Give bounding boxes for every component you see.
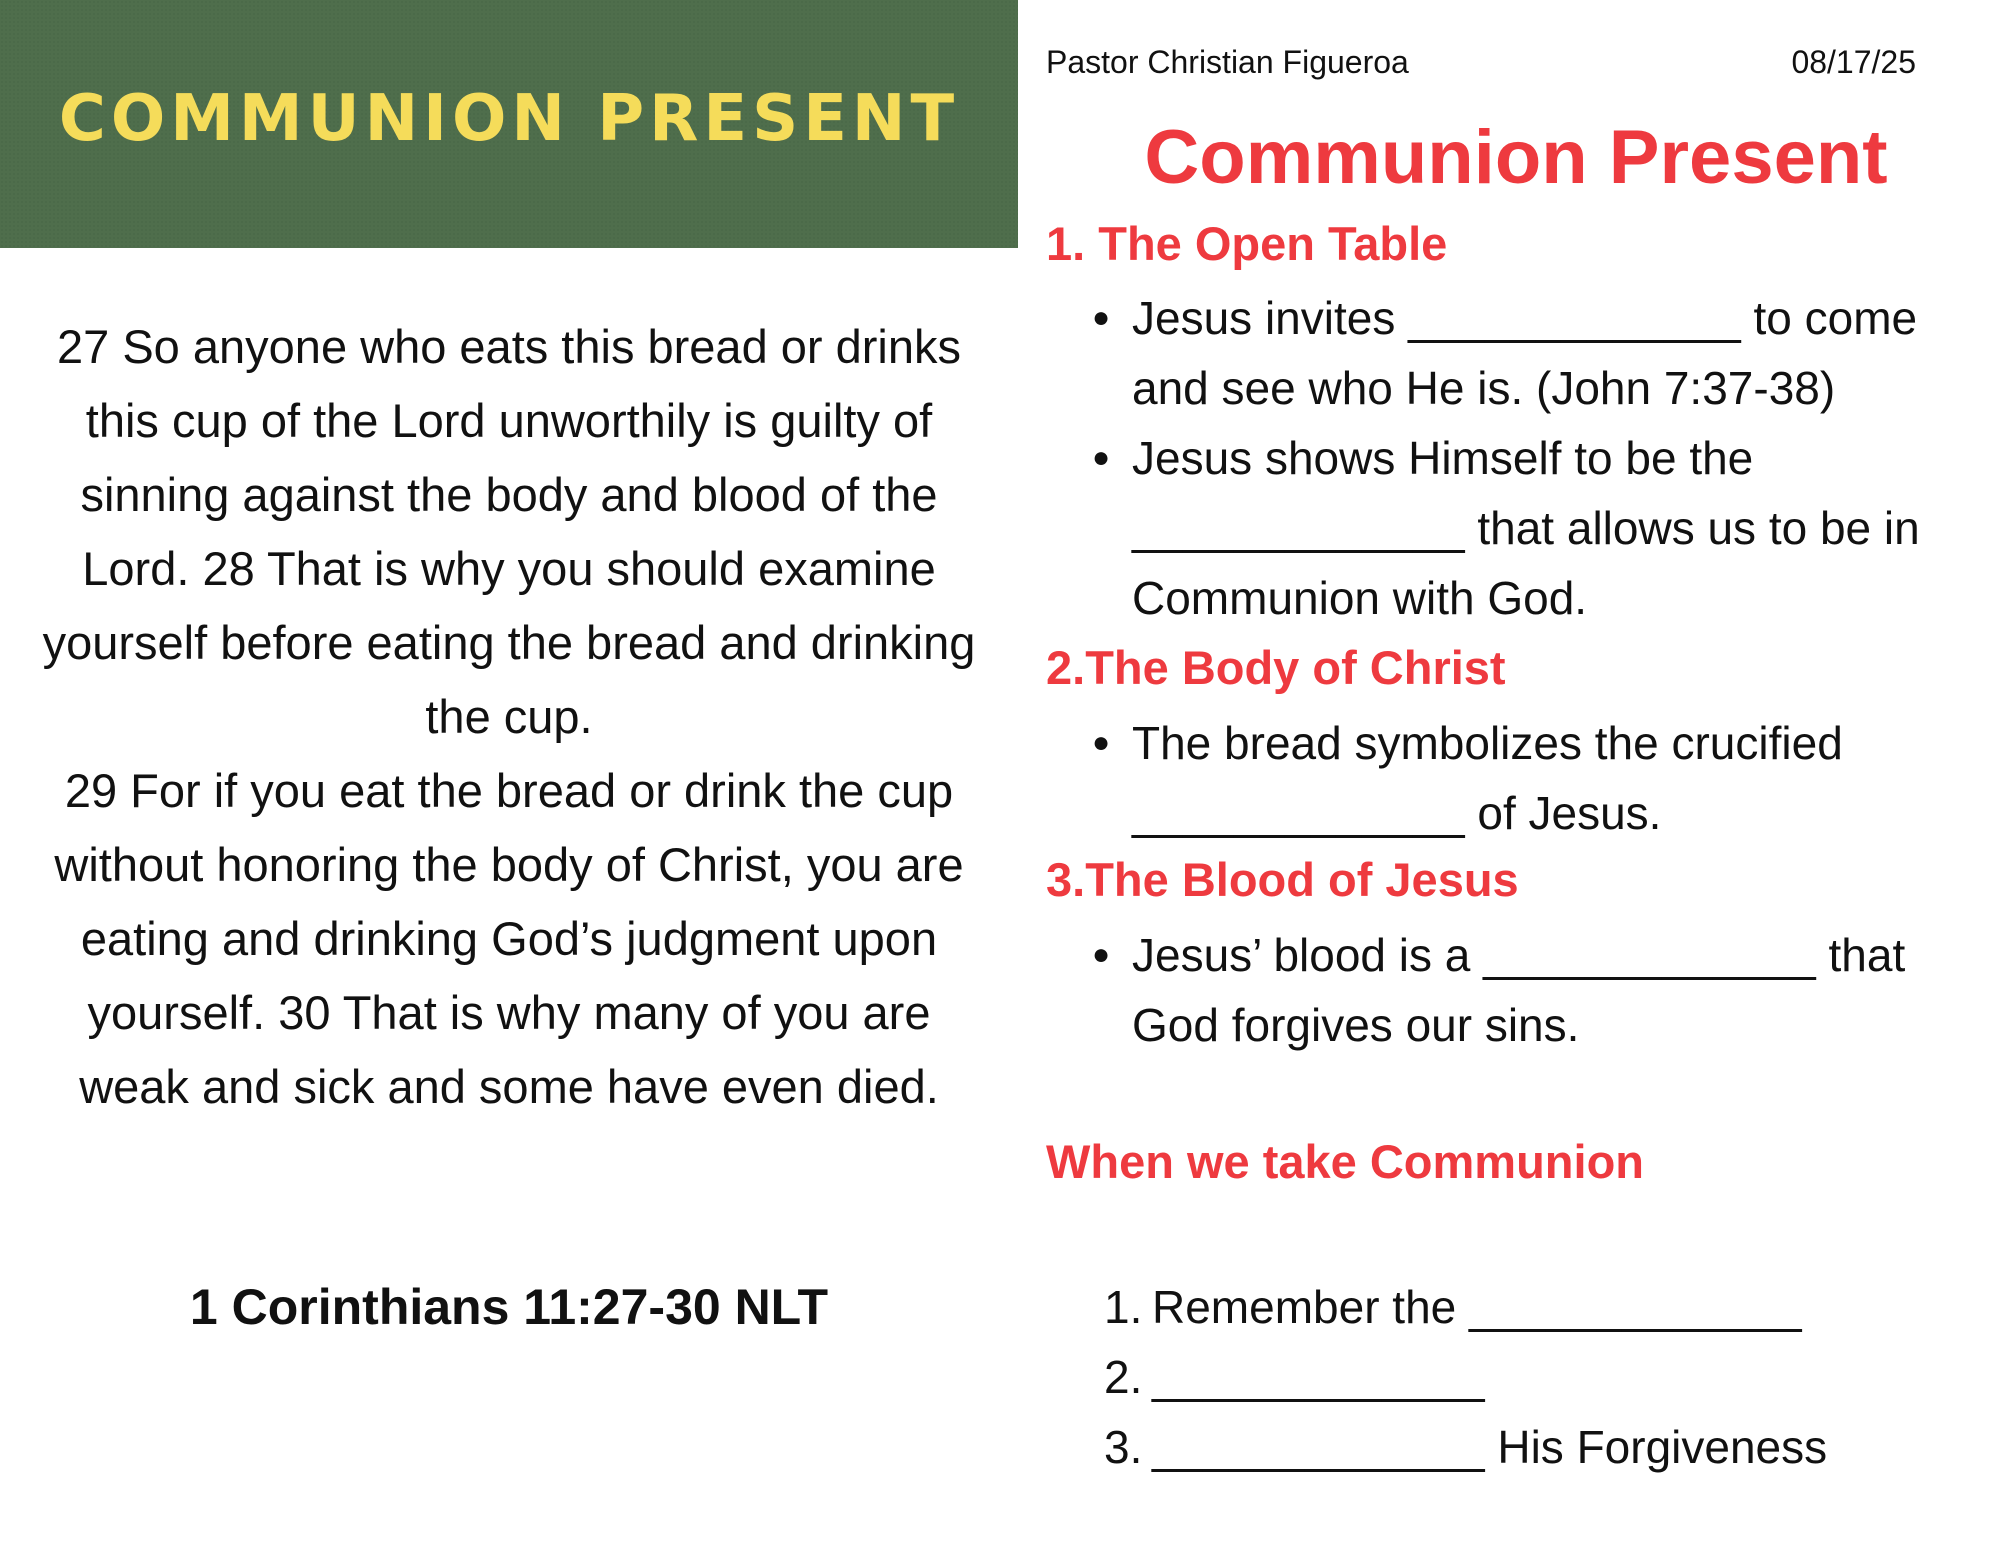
step-text: _____________ His Forgiveness [1152, 1421, 1828, 1473]
scripture-reference: 1 Corinthians 11:27-30 NLT [189, 1279, 829, 1335]
sermon-date: 08/17/25 [1791, 44, 1916, 80]
section-heading-blood-of-jesus: 3.The Blood of Jesus [1046, 853, 1519, 906]
bullet-icon: ● [1092, 301, 1111, 334]
body-of-christ-bullets [1046, 708, 1986, 848]
step-number: 3. [1104, 1421, 1143, 1473]
sermon-title: Communion Present [1144, 115, 1888, 200]
title-banner [0, 0, 1018, 248]
pastor-name: Pastor Christian Figueroa [1046, 44, 1409, 80]
list-item [1046, 1272, 1986, 1342]
list-item [1046, 283, 1986, 423]
blood-of-jesus-bullets [1046, 920, 1986, 1060]
section-heading-open-table: 1. The Open Table [1046, 217, 1448, 270]
list-item [1046, 920, 1986, 1060]
list-item [1046, 1412, 1986, 1482]
bullet-text: The bread symbolizes the crucified _____________ of Jesus. [1132, 717, 1843, 839]
bullet-icon: ● [1092, 938, 1111, 971]
bullet-text: Jesus shows Himself to be the _____________ that allows us to be in Communion with God. [1132, 432, 1920, 624]
open-table-bullets [1046, 283, 1986, 633]
step-number: 2. [1104, 1351, 1143, 1403]
bullet-text: Jesus’ blood is a _____________ that God forgives our sins. [1132, 929, 1906, 1051]
banner-title: COMMUNION PRESENT [58, 82, 960, 156]
step-text: _____________ [1152, 1351, 1485, 1403]
communion-steps [1046, 1272, 1986, 1482]
verse-paragraph-2: 29 For if you eat the bread or drink the cup without honoring the body of Christ, you are eating and drinking God’s judgment upon yourself. 30 That is why many of you are weak and sick and some have even died. [54, 764, 964, 1113]
verse-paragraph-1: 27 So anyone who eats this bread or drinks this cup of the Lord unworthily is guilty of sinning against the body and blood of the Lord. 28 That is why you should examine yourself before eating the bread and drinking the cup. [42, 320, 976, 743]
list-item [1046, 423, 1986, 633]
bullet-text: Jesus invites _____________ to come and see who He is. (John 7:37-38) [1132, 292, 1918, 414]
scripture-passage [30, 310, 988, 1124]
list-item [1046, 708, 1986, 848]
section-heading-body-of-christ: 2.The Body of Christ [1046, 641, 1506, 694]
communion-heading: When we take Communion [1046, 1135, 1644, 1188]
bullet-icon: ● [1092, 441, 1111, 474]
list-item [1046, 1342, 1986, 1412]
step-number: 1. [1104, 1281, 1143, 1333]
bullet-icon: ● [1092, 726, 1111, 759]
right-panel [1018, 0, 2000, 1545]
step-text: Remember the _____________ [1152, 1281, 1802, 1333]
